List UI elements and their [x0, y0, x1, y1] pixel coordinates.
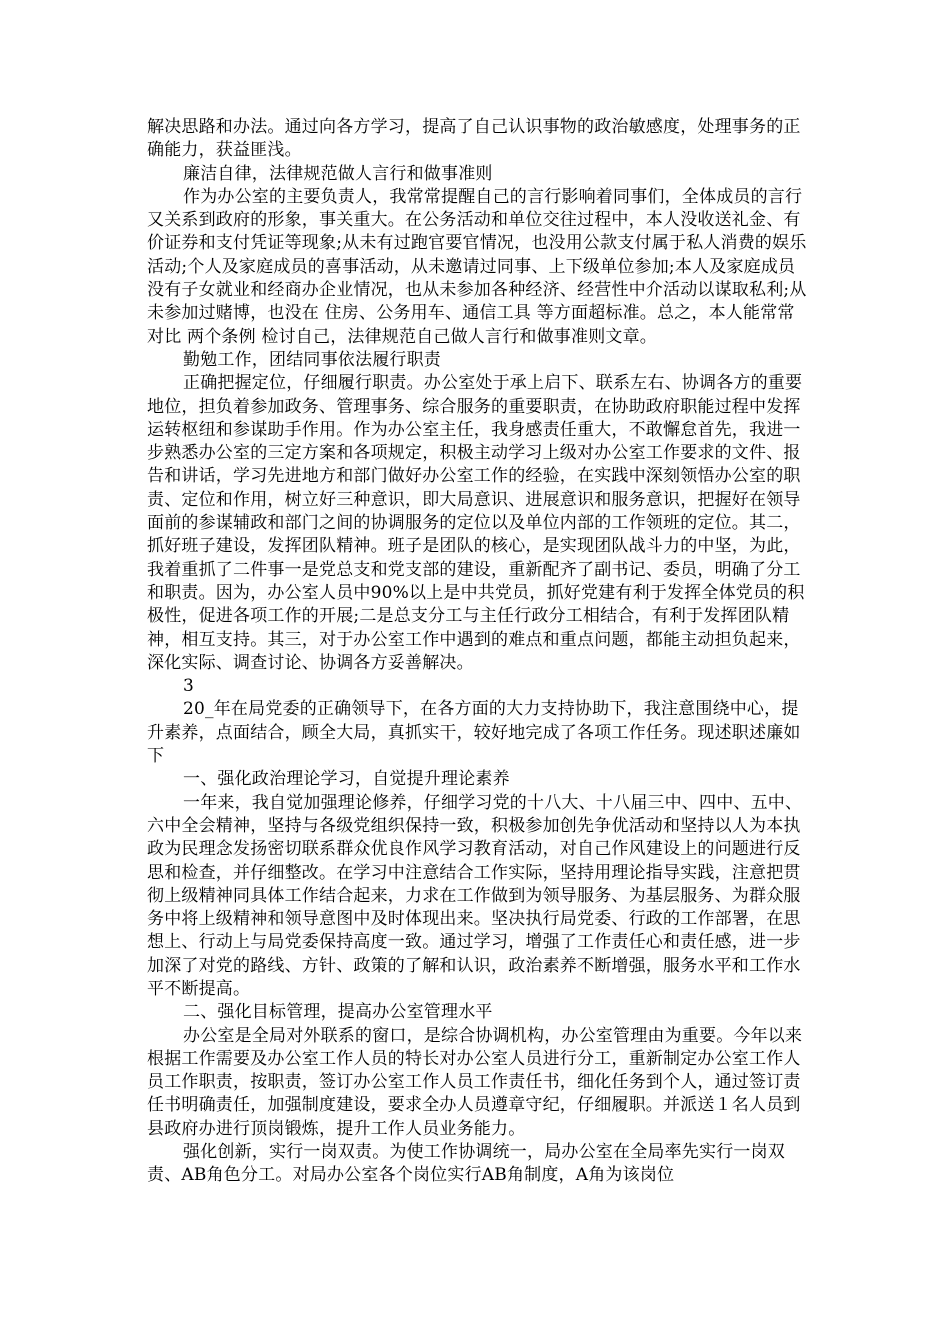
document-body	[147, 116, 807, 1188]
section-heading: 廉洁自律，法律规范做人言行和做事准则	[183, 163, 493, 184]
paragraph: 一年来，我自觉加强理论修养，仔细学习党的十八大、十八届三中、四中、五中、六中全会精神，坚持与各级党组织保持一致，积极参加创先争优活动和坚持以人为本执政为民理念发扬密切联系群众优良作风学习教育活动，对自己作风建设上的问题进行反思和检查，并仔细整改。在学习中注意结合工作实际，坚持用理论指导实践，注意把贯彻上级精神同具体工作结合起来，力求在工作做到为领导服务、为基层服务、为群众服务中将上级精神和领导意图中及时体现出来。坚决执行局党委、行政的工作部署，在思想上、行动上与局党委保持高度一致。通过学习，增强了工作责任心和责任感，进一步加深了对党的路线、方针、政策的了解和认识，政治素养不断增强，服务水平和工作水平不断提高。	[147, 792, 803, 999]
paragraph: 解决思路和办法。通过向各方学习，提高了自己认识事物的政治敏感度，处理事务的正确能力，获益匪浅。	[147, 117, 801, 161]
page-number: 3	[183, 676, 195, 697]
section-heading: 一、强化政治理论学习，自觉提升理论素养	[183, 769, 510, 790]
section-heading: 勤勉工作，团结同事依法履行职责	[183, 349, 441, 370]
section-heading: 二、强化目标管理，提高办公室管理水平	[183, 1002, 493, 1023]
paragraph: 20_年在局党委的正确领导下，在各方面的大力支持协助下，我注意围绕中心，提升素养，点面结合，顾全大局，真抓实干，较好地完成了各项工作任务。现述职述廉如下	[147, 699, 801, 767]
paragraph: 办公室是全局对外联系的窗口，是综合协调机构，办公室管理由为重要。今年以来根据工作需要及办公室工作人员的特长对办公室人员进行分工，重新制定办公室工作人员工作职责，按职责，签订办公室工作人员工作责任书，细化任务到个人，通过签订责任书明确责任，加强制度建设，要求全办人员遵章守纪，仔细履职。并派送１名人员到县政府办进行顶岗锻炼，提升工作人员业务能力。	[147, 1025, 803, 1139]
paragraph: 正确把握定位，仔细履行职责。办公室处于承上启下、联系左右、协调各方的重要地位，担负着参加政务、管理事务、综合服务的重要职责，在协助政府职能过程中发挥运转枢纽和参谋助手作用。作为办公室主任，我身感责任重大，不敢懈怠首先，我进一步熟悉办公室的三定方案和各项规定，积极主动学习上级对办公室工作要求的文件、报告和讲话，学习先进地方和部门做好办公室工作的经验，在实践中深刻领悟办公室的职责、定位和作用，树立好三种意识，即大局意识、进展意识和服务意识，把握好在领导面前的参谋辅政和部门之间的协调服务的定位以及单位内部的工作领班的定位。其二，抓好班子建设，发挥团队精神。班子是团队的核心，是实现团队战斗力的中坚，为此，我着重抓了二件事一是党总支和党支部的建设，重新配齐了副书记、委员，明确了分工和职责。因为，办公室人员中90%以上是中共党员，抓好党建有利于发挥全体党员的积极性，促进各项工作的开展;二是总支分工与主任行政分工相结合，有利于发挥团队精神，相互支持。其三，对于办公室工作中遇到的难点和重点问题，都能主动担负起来，深化实际、调查讨论、协调各方妥善解决。	[147, 373, 805, 673]
paragraph: 作为办公室的主要负责人，我常常提醒自己的言行影响着同事们，全体成员的言行又关系到政府的形象，事关重大。在公务活动和单位交往过程中，本人没收送礼金、有价证券和支付凭证等现象;从未有过跑官要官情况，也没用公款支付属于私人消费的娱乐活动;个人及家庭成员的喜事活动，从未邀请过同事、上下级单位参加;本人及家庭成员没有子女就业和经商办企业情况，也从未参加各种经济、经营性中介活动以谋取私利;从未参加过赌博，也没在 住房、公务用车、通信工具 等方面超标准。总之，本人能常常对比 两个条例 检讨自己，法律规范自己做人言行和做事准则文章。	[147, 186, 807, 347]
paragraph: 强化创新，实行一岗双责。为使工作协调统一，局办公室在全局率先实行一岗双责、AB角色分工。对局办公室各个岗位实行AB角制度，A角为该岗位	[147, 1142, 785, 1186]
